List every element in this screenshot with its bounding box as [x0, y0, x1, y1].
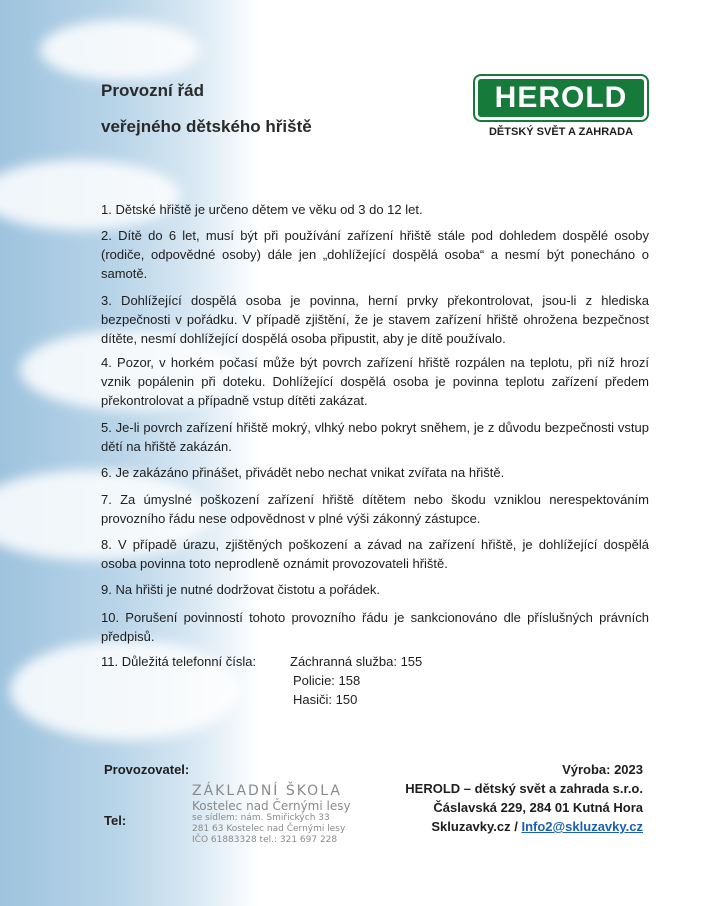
rule-10: 10. Porušení povinností tohoto provozního řádu je sankcionováno dle příslušných právních předpisů.: [101, 610, 649, 644]
stamp-line-1: ZÁKLADNÍ ŠKOLA: [192, 783, 342, 799]
email-link[interactable]: Info2@skluzavky.cz: [521, 819, 643, 834]
rule-6: 6. Je zakázáno přinášet, přivádět nebo nechat vnikat zvířata na hřiště.: [101, 465, 505, 480]
website-text: Skluzavky.cz /: [431, 819, 522, 834]
stamp-line-3: se sídlem: nám. Smiřických 33: [192, 813, 330, 823]
operator-label: Provozovatel:: [104, 762, 190, 777]
school-stamp: [192, 783, 372, 846]
phone-list: [290, 652, 422, 709]
company-contacts: [431, 819, 643, 834]
rule-3: 3. Dohlížející dospělá osoba je povinna, herní prvky překontrolovat, jsou-li z hlediska bezpečnosti v pořádku. V případě zjištění, že je stavem zařízení hřiště ohrožena bezpečnost dítěte, nesmí dohlížející dospělá osoba připustit, aby je dítě používalo.: [101, 293, 649, 346]
phone-fire: Hasiči: 150: [293, 692, 358, 707]
rule-2: 2. Dítě do 6 let, musí být při používání zařízení hřiště stále pod dohledem dospělé osoby (rodiče, odpovědné osoby) dále jen „dohlížející dospělá osoba“ a nesmí být ponecháno o samotě.: [101, 228, 649, 281]
stamp-line-5: IČO 61883328 tel.: 321 697 228: [192, 835, 338, 845]
phones-label: 11. Důležitá telefonní čísla:: [101, 654, 257, 669]
title-line-2: veřejného dětského hřiště: [101, 117, 312, 136]
tel-label: Tel:: [104, 813, 127, 828]
phone-police: Policie: 158: [293, 673, 361, 688]
company-address: Čáslavská 229, 284 01 Kutná Hora: [433, 800, 643, 815]
rule-8: 8. V případě úrazu, zjištěných poškození a závad na zařízení hřiště, je dohlížející dospělá osoba povinna toto neprodleně oznámit provozovateli hřiště.: [101, 537, 649, 571]
stamp-line-2: Kostelec nad Černými lesy: [192, 799, 351, 813]
rule-5: 5. Je-li povrch zařízení hřiště mokrý, vlhký nebo pokryt sněhem, je z důvodu bezpečnosti vstup dětí na hřiště zakázán.: [101, 420, 649, 454]
herold-logo: HEROLD: [475, 76, 647, 120]
rule-9: 9. Na hřišti je nutné dodržovat čistotu a pořádek.: [101, 582, 380, 597]
rule-1: 1. Dětské hřiště je určeno dětem ve věku od 3 do 12 let.: [101, 202, 423, 217]
title-line-1: Provozní řád: [101, 81, 204, 100]
phone-rescue: Záchranná služba: 155: [290, 654, 423, 669]
production-year: Výroba: 2023: [562, 762, 643, 777]
rule-4: 4. Pozor, v horkém počasí může být povrch zařízení hřiště rozpálen na teplotu, při níž hrozí vznik popálenin při doteku. Dohlížející dospělá osoba je povinna teplotu zařízení předem překontrolovat a případně vstup dítěti zakázat.: [101, 355, 649, 408]
rule-7: 7. Za úmyslné poškození zařízení hřiště dítětem nebo škodu vzniklou nerespektováním provozního řádu nese odpovědnost v plné výši zákonný zástupce.: [101, 492, 649, 526]
logo-tagline: DĚTSKÝ SVĚT A ZAHRADA: [488, 126, 634, 138]
stamp-line-4: 281 63 Kostelec nad Černými lesy: [192, 824, 346, 834]
company-name: HEROLD – dětský svět a zahrada s.r.o.: [405, 781, 643, 796]
